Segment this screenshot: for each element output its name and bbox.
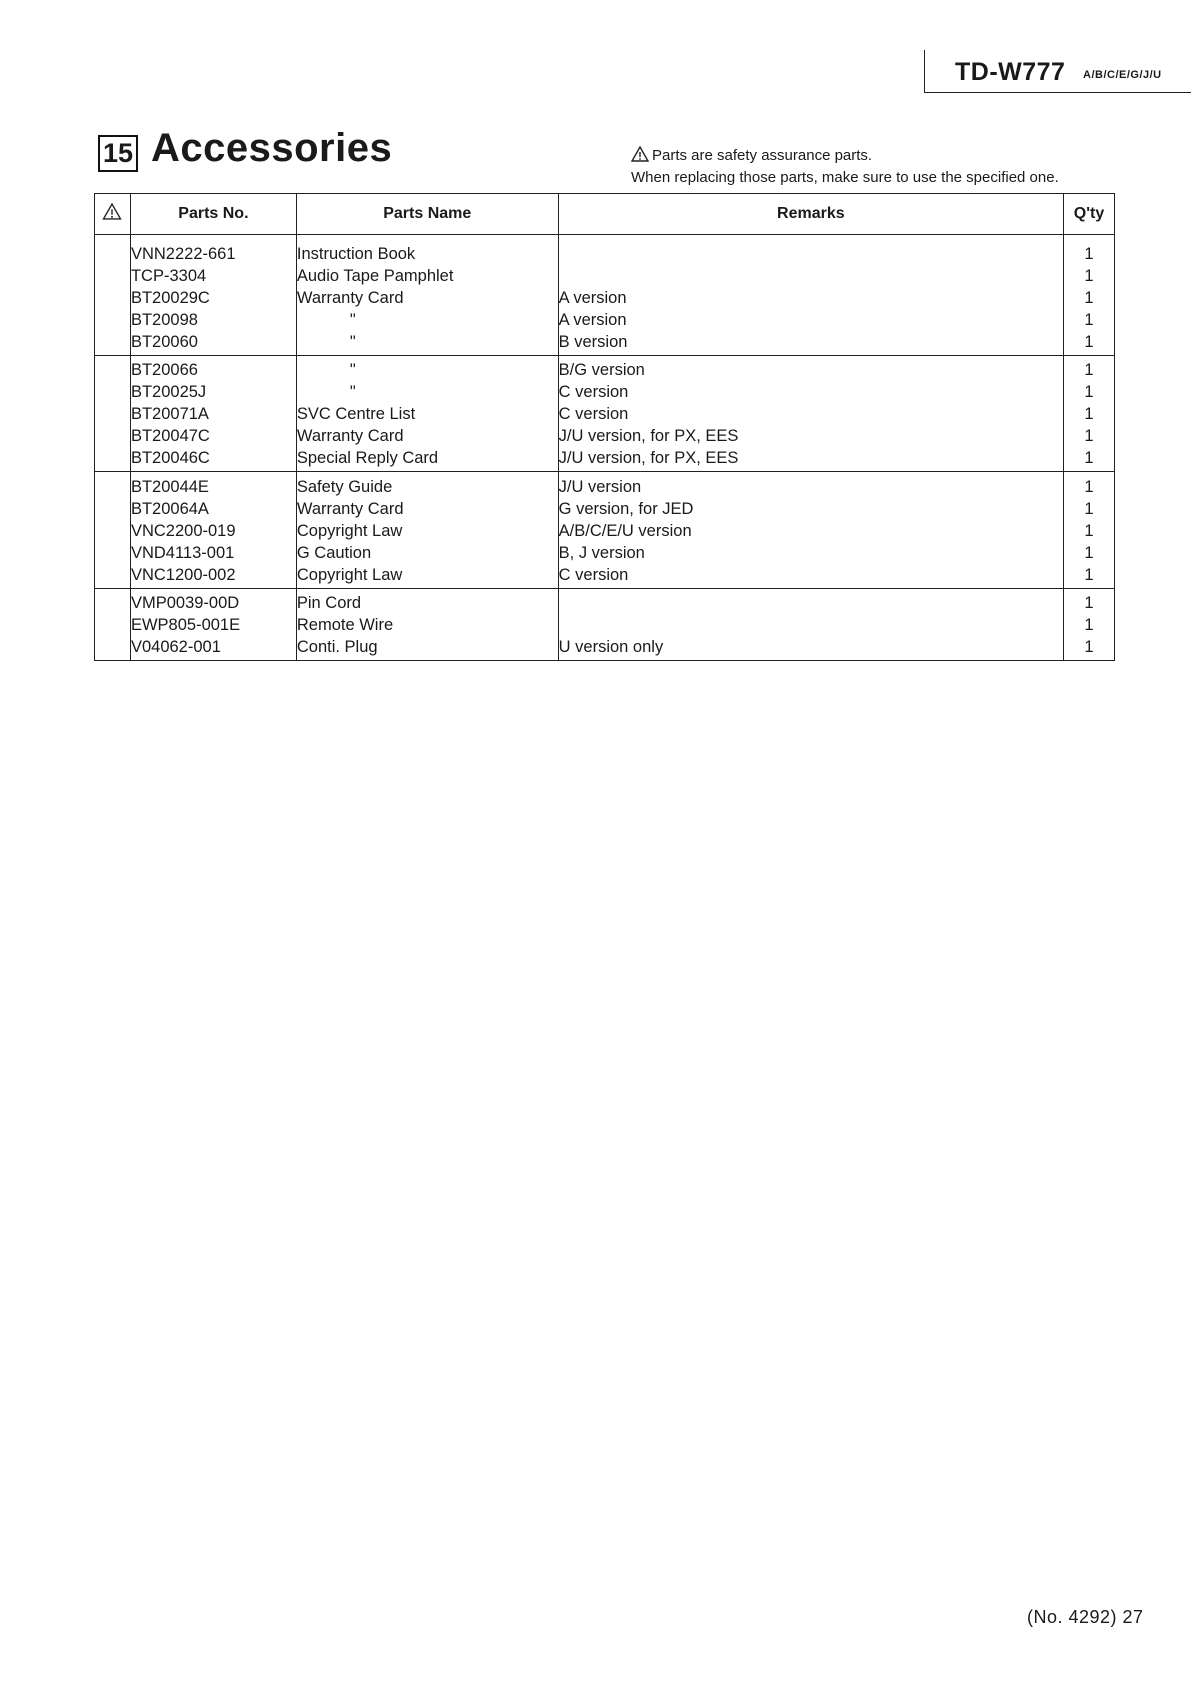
remarks-cell [558, 589, 1063, 661]
remarks-value [559, 243, 1063, 265]
qty-value: 1 [1084, 544, 1094, 562]
parts-name-value: " [349, 333, 356, 351]
remarks-value: J/U version, for PX, EES [558, 427, 739, 445]
remarks-value: J/U version, for PX, EES [558, 449, 739, 467]
qty-value: 1 [1084, 267, 1094, 285]
remarks-value [559, 592, 1063, 614]
qty-value: 1 [1084, 594, 1094, 612]
qty-value: 1 [1084, 405, 1094, 423]
header-parts-name: Parts Name [296, 194, 558, 235]
qty-value: 1 [1084, 566, 1094, 584]
parts-no-value: BT20064A [130, 500, 209, 518]
notice-line-1 [631, 145, 1059, 167]
parts-no-cell [130, 235, 296, 356]
mark-cell [95, 472, 131, 589]
warning-triangle-icon [631, 146, 649, 162]
parts-name-value: Copyright Law [296, 522, 403, 540]
qty-value: 1 [1084, 522, 1094, 540]
parts-no-value: EWP805-001E [130, 616, 241, 634]
parts-name-value: Instruction Book [296, 245, 416, 263]
qty-value: 1 [1084, 638, 1094, 656]
remarks-value: A version [558, 311, 627, 329]
parts-name-value: Copyright Law [296, 566, 403, 584]
qty-value: 1 [1084, 449, 1094, 467]
table-row [95, 235, 1115, 356]
section-number: 15 [98, 135, 138, 172]
remarks-value: J/U version [558, 478, 642, 496]
accessories-table [94, 193, 1115, 661]
parts-name-value: " [349, 361, 356, 379]
mark-cell [95, 235, 131, 356]
parts-no-value: BT20047C [130, 427, 210, 445]
parts-no-cell [130, 589, 296, 661]
parts-no-cell [130, 472, 296, 589]
qty-value: 1 [1084, 383, 1094, 401]
table-row [95, 356, 1115, 472]
parts-no-cell [130, 356, 296, 472]
qty-value: 1 [1084, 333, 1094, 351]
parts-no-value: VNC1200-002 [130, 566, 236, 584]
table-row [95, 472, 1115, 589]
qty-value: 1 [1084, 289, 1094, 307]
notice-line-2: When replacing those parts, make sure to use the specified one. [631, 169, 1059, 186]
parts-no-value: BT20098 [130, 311, 198, 329]
header-mark [95, 194, 131, 235]
parts-name-cell [296, 589, 558, 661]
qty-cell [1064, 356, 1115, 472]
table-header-row [95, 194, 1115, 235]
parts-no-value: BT20046C [130, 449, 210, 467]
parts-name-value: Remote Wire [296, 616, 394, 634]
notice-text-1: Parts are safety assurance parts. [652, 147, 873, 164]
remarks-cell [558, 472, 1063, 589]
parts-name-value: Special Reply Card [296, 449, 439, 467]
parts-name-cell [296, 472, 558, 589]
parts-no-value: BT20025J [130, 383, 207, 401]
model-header [924, 50, 1191, 93]
parts-name-value: " [349, 383, 356, 401]
parts-no-value: BT20044E [130, 478, 209, 496]
remarks-cell [558, 235, 1063, 356]
parts-no-value: BT20029C [130, 289, 210, 307]
parts-no-value: VNN2222-661 [130, 245, 236, 263]
remarks-value: G version, for JED [558, 500, 694, 518]
header-remarks: Remarks [558, 194, 1063, 235]
safety-notice [631, 145, 1059, 189]
remarks-value: B version [558, 333, 628, 351]
remarks-value: C version [558, 383, 629, 401]
parts-name-value: Conti. Plug [296, 638, 378, 656]
remarks-value: C version [558, 405, 629, 423]
parts-no-value: BT20066 [130, 361, 198, 379]
parts-name-value: Warranty Card [296, 500, 404, 518]
parts-name-value: SVC Centre List [296, 405, 416, 423]
qty-value: 1 [1084, 616, 1094, 634]
parts-no-value: VNC2200-019 [130, 522, 236, 540]
qty-cell [1064, 472, 1115, 589]
parts-name-cell [296, 356, 558, 472]
table-group [95, 589, 1115, 661]
parts-name-cell [296, 235, 558, 356]
qty-value: 1 [1084, 311, 1094, 329]
remarks-value: A version [558, 289, 627, 307]
header-parts-no: Parts No. [130, 194, 296, 235]
table-row [95, 589, 1115, 661]
mark-cell [95, 356, 131, 472]
remarks-value [559, 265, 1063, 287]
parts-name-value: Pin Cord [296, 594, 362, 612]
parts-name-value: Warranty Card [296, 427, 404, 445]
page-number: (No. 4292) 27 [1027, 1607, 1144, 1627]
parts-no-value: TCP-3304 [130, 267, 207, 285]
remarks-cell [558, 356, 1063, 472]
model-variants: A/B/C/E/G/J/U [1083, 69, 1162, 81]
parts-name-value: G Caution [296, 544, 372, 562]
model-name: TD-W777 [955, 58, 1066, 86]
parts-name-value: Warranty Card [296, 289, 404, 307]
remarks-value: C version [558, 566, 629, 584]
table-group [95, 235, 1115, 356]
mark-cell [95, 589, 131, 661]
parts-no-value: VND4113-001 [130, 544, 235, 562]
parts-no-value: VMP0039-00D [130, 594, 240, 612]
parts-no-value: BT20071A [130, 405, 209, 423]
remarks-value: B/G version [558, 361, 645, 379]
parts-name-value: Audio Tape Pamphlet [296, 267, 454, 285]
section-title: Accessories [151, 126, 393, 170]
qty-value: 1 [1084, 361, 1094, 379]
qty-value: 1 [1084, 478, 1094, 496]
qty-value: 1 [1084, 427, 1094, 445]
header-qty: Q'ty [1064, 194, 1115, 235]
remarks-value: A/B/C/E/U version [558, 522, 692, 540]
parts-name-value: Safety Guide [296, 478, 393, 496]
remarks-value [559, 614, 1063, 636]
qty-cell [1064, 589, 1115, 661]
table-group [95, 472, 1115, 589]
remarks-value: B, J version [558, 544, 645, 562]
parts-name-value: " [349, 311, 356, 329]
qty-cell [1064, 235, 1115, 356]
qty-value: 1 [1084, 245, 1094, 263]
warning-triangle-icon [102, 203, 122, 220]
remarks-value: U version only [558, 638, 664, 656]
parts-no-value: BT20060 [130, 333, 198, 351]
parts-no-value: V04062-001 [130, 638, 221, 656]
table-group [95, 356, 1115, 472]
qty-value: 1 [1084, 500, 1094, 518]
